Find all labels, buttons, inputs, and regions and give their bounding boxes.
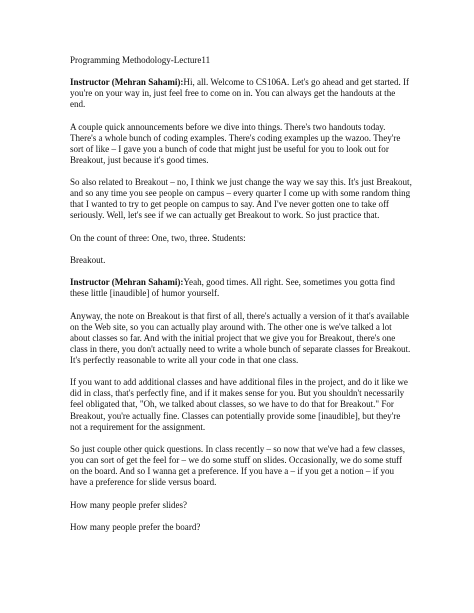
paragraph <box>70 277 412 299</box>
document-page <box>70 55 412 544</box>
paragraph <box>70 122 412 166</box>
paragraph <box>70 377 412 432</box>
paragraph-text: On the count of three: One, two, three. Students: <box>70 232 246 243</box>
paragraph <box>70 255 412 266</box>
paragraph <box>70 77 412 110</box>
paragraph-text: How many people prefer the board? <box>70 521 201 532</box>
paragraph <box>70 233 412 244</box>
paragraph <box>70 177 412 221</box>
paragraph <box>70 311 412 366</box>
paragraph-text: Yeah, good times. All right. See, sometimes you gotta find these little [inaudible] of humor yourself. <box>70 277 395 299</box>
paragraph <box>70 522 412 533</box>
paragraph-text: Breakout. <box>70 254 106 265</box>
paragraph-text: So just couple other quick questions. In class recently – so now that we've had a few classes, you can sort of get the feel for – we do some stuff on slides. Occasionally, we do some stuff on the board. And so I wanna get a preference. If you have a – if you get a notion – if you have a preference for slide versus board. <box>70 443 406 488</box>
paragraph-text: Hi, all. Welcome to CS106A. Let's go ahead and get started. If you're on your way in, just feel free to come on in. You can always get the handouts at the end. <box>70 77 410 110</box>
speaker-label: Instructor (Mehran Sahami): <box>70 77 184 88</box>
paragraph-text: How many people prefer slides? <box>70 499 188 510</box>
speaker-label: Instructor (Mehran Sahami): <box>70 277 184 288</box>
paragraph-text: If you want to add additional classes and have additional files in the project, and do it like we did in class, that's perfectly fine, and if it makes sense for you. But you shouldn't necessarily feel obligated that, "Oh, we talked about classes, so we have to do that for Breakout." For Breakout, you're actually fine. Classes can potentially provide some [inaudible], but they're not a requirement for the assignment. <box>70 377 408 432</box>
paragraph <box>70 444 412 488</box>
paragraph-text: So also related to Breakout – no, I think we just change the way we say this. It's just Breakout, and so any time you see people on campus – every quarter I come up with some random thing that I wanted to try to get people on campus to say. And I've never gotten one to take off seriously. Well, let's see if we can actually get Breakout to work. So just practice that. <box>70 177 412 221</box>
document-title: Programming Methodology-Lecture11 <box>70 55 211 65</box>
paragraph-text: Anyway, the note on Breakout is that first of all, there's actually a version of it that's available on the Web site, so you can actually play around with. The other one is we've talked a lot about classes so far. And with the initial project that we give you for Breakout, there's one class in there, you don't actually need to write a whole bunch of separate classes for Breakout. It's perfectly reasonable to write all your code in that one class. <box>70 310 411 365</box>
paragraph <box>70 500 412 511</box>
paragraph-text: A couple quick announcements before we dive into things. There's two handouts today. There's a whole bunch of coding examples. There's coding examples up the wazoo. They're sort of like – I gave you a bunch of code that might just be useful for you to look out for Breakout, just because it's good times. <box>70 121 401 165</box>
